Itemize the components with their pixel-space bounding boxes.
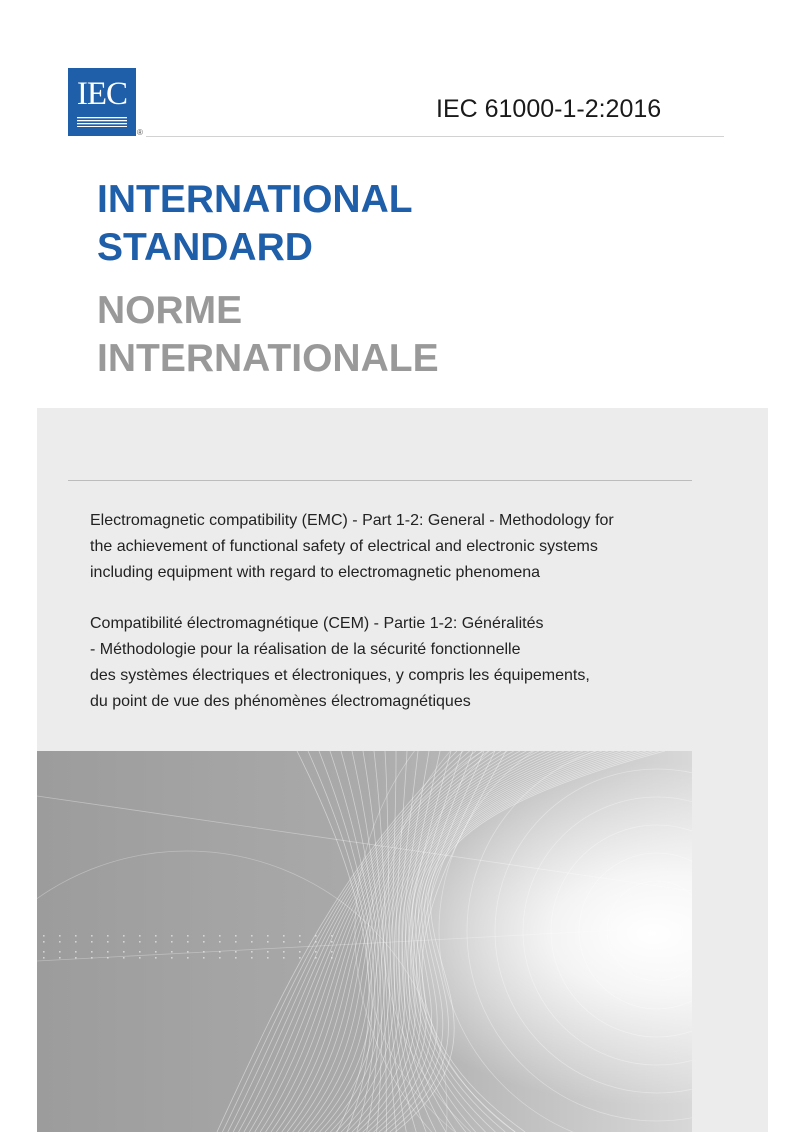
iec-logo: [68, 68, 136, 136]
description-english: [90, 508, 614, 586]
title-french: [97, 287, 439, 383]
description-line: Electromagnetic compatibility (EMC) - Part 1-2: General - Methodology for: [90, 512, 614, 529]
title-french-line: NORME: [97, 289, 243, 332]
description-line: du point de vue des phénomènes électromagnétiques: [90, 693, 471, 710]
registered-mark: ®: [137, 128, 143, 137]
title-english-line: STANDARD: [97, 226, 313, 269]
header-divider: [146, 136, 724, 137]
description-french: [90, 611, 590, 715]
description-line: des systèmes électriques et électroniques, y compris les équipements,: [90, 667, 590, 684]
description-line: Compatibilité électromagnétique (CEM) - Partie 1-2: Généralités: [90, 615, 544, 632]
description-line: the achievement of functional safety of electrical and electronic systems: [90, 538, 598, 555]
description-line: - Méthodologie pour la réalisation de la sécurité fonctionnelle: [90, 641, 521, 658]
iec-logo-text: IEC: [76, 76, 128, 112]
title-english: [97, 176, 413, 272]
iec-logo-stripes-icon: [77, 117, 127, 127]
description-line: including equipment with regard to electromagnetic phenomena: [90, 564, 541, 581]
title-english-line: INTERNATIONAL: [97, 178, 413, 221]
title-french-line: INTERNATIONALE: [97, 337, 439, 380]
document-reference: IEC 61000-1-2:2016: [436, 95, 662, 123]
cover-artwork: [37, 751, 692, 1132]
cover-artwork-graphic: [37, 751, 692, 1132]
panel-divider: [68, 480, 692, 481]
